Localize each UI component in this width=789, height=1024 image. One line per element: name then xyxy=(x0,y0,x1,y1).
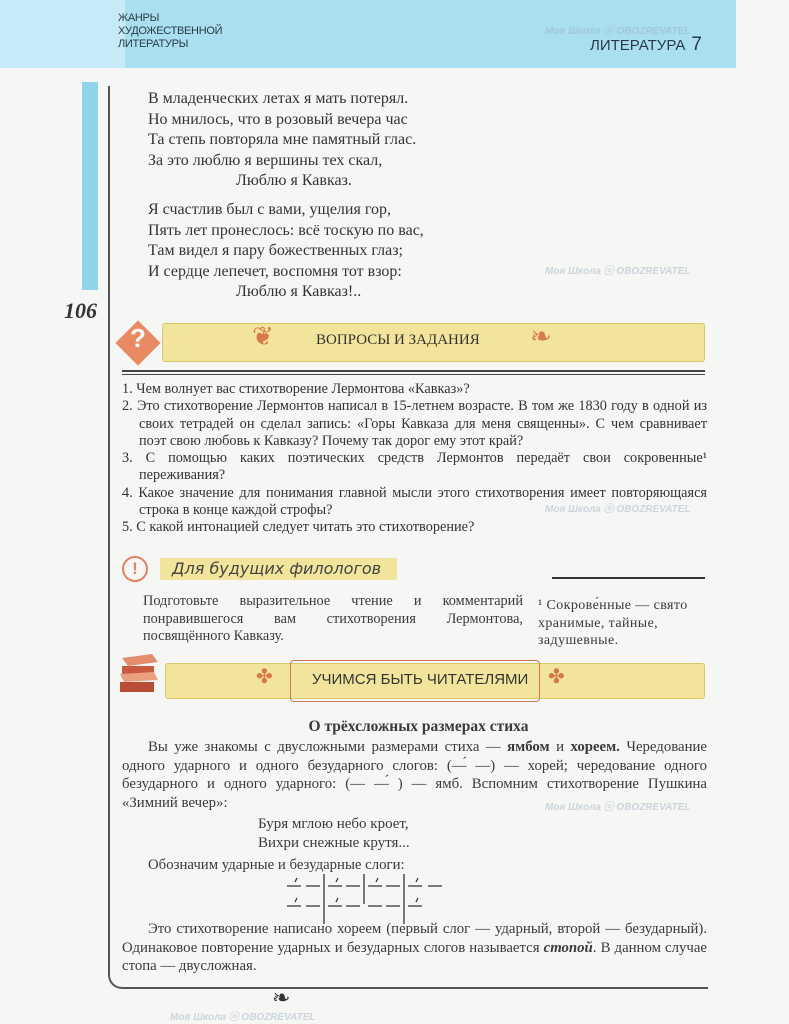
question-mark-icon: ? xyxy=(130,323,146,353)
reader-title: УЧИМСЯ БЫТЬ ЧИТАТЕЛЯМИ xyxy=(312,671,529,688)
question-item: 2. Это стихотворение Лермонтов написал в 15-летнем возрасте. В том же 1830 году в одной из своих тетрадей он сделал запись: «Горы Кавказа для меня священны». С чем сравнивает поэт свою любовь к Кавказу? Почему так дорог ему этот край? xyxy=(122,398,707,449)
page-number: 106 xyxy=(64,298,97,323)
page-frame-line xyxy=(108,86,110,976)
paragraph-3: Это стихотворение написано хореем (первый слог — ударный, второй — безударный). Одинаковое повторение ударных и безударных слогов называется стопой. В данном случае стопа — двусложная. xyxy=(122,921,707,974)
header-section-band xyxy=(0,0,125,68)
philologists-text: Подготовьте выразительное чтение и комментарий понравившегося вам стихотворения Лермонтова, посвящённого Кавказу. xyxy=(143,593,523,644)
ornament-icon: ❧ xyxy=(530,322,552,351)
footnote: ¹ Сокрове́нные — свято хранимые, тайные, задушевные. xyxy=(538,598,688,648)
divider xyxy=(122,370,705,375)
poem-stanza-1: В младенческих летах я мать потерял. Но мнилось, что в розовый вечера час Та степь повторяла мне памятный глас. За это люблю я вершины тех скал, Люблю я Кавказ. xyxy=(148,90,417,189)
footnote-divider xyxy=(552,577,705,579)
paragraph-1: Вы уже знакомы с двусложными размерами стиха — ямбом и хореем. Чередование одного ударного и одного безударного слогов: (—́ —) — хорей; чередование одного безударного и одного ударного: (— —́ ) — ямб. Вспомним стихотворение Пушкина «Зимний вечер»: xyxy=(122,739,707,811)
watermark: Моя Школа ⓞ OBOZREVATEL xyxy=(545,26,691,37)
watermark: Моя Школа ⓞ OBOZREVATEL xyxy=(545,504,691,515)
question-item: 5. С какой интонацией следует читать это стихотворение? xyxy=(122,519,475,536)
page-frame-corner xyxy=(108,975,708,989)
paragraph-2: Обозначим ударные и безударные слоги: xyxy=(148,857,405,873)
philologists-title: Для будущих филологов xyxy=(160,558,397,580)
grade: 7 xyxy=(691,34,702,55)
questions-title: ВОПРОСЫ И ЗАДАНИЯ xyxy=(316,332,480,348)
section-heading: О трёхсложных размерах стиха xyxy=(308,718,529,735)
pushkin-quote: Буря мглою небо кроет, Вихри снежные крутя... xyxy=(258,816,410,851)
books-icon xyxy=(118,650,160,696)
meter-scheme xyxy=(282,874,462,924)
page-ornament-icon: ❧ xyxy=(272,985,291,1010)
side-marker xyxy=(82,82,98,290)
watermark: Моя Школа ⓞ OBOZREVATEL xyxy=(545,266,691,277)
watermark: Моя Школа ⓞ OBOZREVATEL xyxy=(170,1012,316,1023)
question-item: 1. Чем волнует вас стихотворение Лермонтова «Кавказ»? xyxy=(122,381,470,397)
question-item: 4. Какое значение для понимания главной мысли этого стихотворения имеет повторяющаяся строка в конце каждой строфы? xyxy=(122,484,707,519)
watermark: Моя Школа ⓞ OBOZREVATEL xyxy=(545,802,691,813)
ornament-icon: ❦ xyxy=(252,322,274,351)
question-item: 3. С помощью каких поэтических средств Лермонтов передаёт свои сокровенные¹ переживания? xyxy=(122,450,707,484)
header-section-title: ЖАНРЫ ХУДОЖЕСТВЕННОЙ ЛИТЕРАТУРЫ xyxy=(118,12,223,50)
exclamation-icon: ! xyxy=(122,556,148,582)
header-book-title: ЛИТЕРАТУРА 7 xyxy=(590,34,702,55)
poem-stanza-2: Я счастлив был с вами, ущелия гор, Пять лет пронеслось: всё тоскую по вас, Там видел я пару божественных глаз; И сердце лепечет, воспомня тот взор: Люблю я Кавказ!.. xyxy=(148,201,424,300)
ornament-icon: ✤ xyxy=(256,666,273,688)
ornament-icon: ✤ xyxy=(548,666,565,688)
